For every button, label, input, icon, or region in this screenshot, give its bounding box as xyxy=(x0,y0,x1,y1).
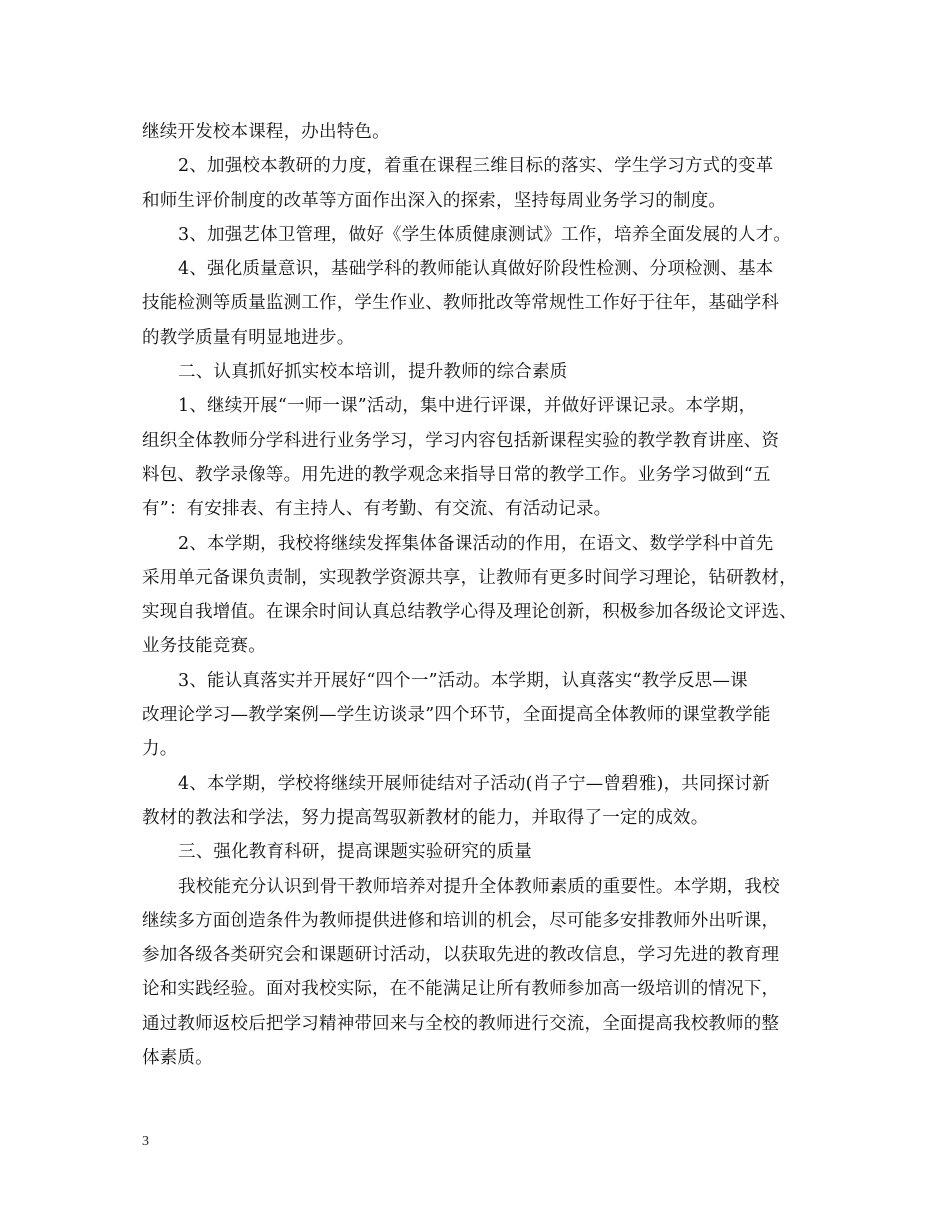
text-line: 采用单元备课负责制，实现教学资源共享，让教师有更多时间学习理论，钻研教材， xyxy=(142,567,797,588)
text-line: 2、本学期，我校将继续发挥集体备课活动的作用，在语文、数学学科中首先 xyxy=(178,533,774,554)
text-line: 4、本学期，学校将继续开展师徒结对子活动(肖子宁—曾碧雅)，共同探讨新 xyxy=(178,773,770,794)
text-line: 三、强化教育科研，提高课题实验研究的质量 xyxy=(178,842,532,863)
text-line: 3、加强艺体卫管理，做好《学生体质健康测试》工作，培养全面发展的人才。 xyxy=(178,224,792,245)
text-line: 参加各级各类研究会和课题研讨活动，以获取先进的教改信息，学习先进的教育理 xyxy=(142,945,780,966)
text-line: 继续多方面创造条件为教师提供进修和培训的机会，尽可能多安排教师外出听课， xyxy=(142,910,780,931)
text-line: 我校能充分认识到骨干教师培养对提升全体教师素质的重要性。本学期，我校 xyxy=(178,876,780,897)
text-line: 论和实践经验。面对我校实际，在不能满足让所有教师参加高一级培训的情况下， xyxy=(142,979,780,1000)
text-line: 有”：有安排表、有主持人、有考勤、有交流、有活动记录。 xyxy=(142,499,612,520)
text-line: 改理论学习—教学案例—学生访谈录”四个环节，全面提高全体教师的课堂教学能 xyxy=(142,705,771,726)
text-line: 通过教师返校后把学习精神带回来与全校的教师进行交流，全面提高我校教师的整 xyxy=(142,1013,780,1034)
text-line: 实现自我增值。在课余时间认真总结教学心得及理论创新，积极参加各级论文评选、 xyxy=(142,602,797,623)
text-line: 料包、教学录像等。用先进的教学观念来指导日常的教学工作。业务学习做到“五 xyxy=(142,464,771,485)
text-line: 业务技能竞赛。 xyxy=(142,636,266,657)
text-line: 3、能认真落实并开展好“四个一”活动。本学期，认真落实“教学反思—课 xyxy=(178,670,748,691)
text-line: 技能检测等质量监测工作，学生作业、教师批改等常规性工作好于往年，基础学科 xyxy=(142,293,780,314)
text-line: 的教学质量有明显地进步。 xyxy=(142,327,355,348)
text-line: 体素质。 xyxy=(142,1048,213,1069)
page-number: 3 xyxy=(142,1134,149,1149)
text-line: 组织全体教师分学科进行业务学习，学习内容包括新课程实验的教学教育讲座、资 xyxy=(142,430,780,451)
text-line: 2、加强校本教研的力度，着重在课程三维目标的落实、学生学习方式的变革 xyxy=(178,156,774,177)
text-line: 教材的教法和学法，努力提高驾驭新教材的能力，并取得了一定的成效。 xyxy=(142,807,709,828)
text-line: 4、强化质量意识，基础学科的教师能认真做好阶段性检测、分项检测、基本 xyxy=(178,259,774,280)
text-line: 继续开发校本课程，办出特色。 xyxy=(142,122,390,142)
document-body xyxy=(142,115,814,1075)
text-line: 1、继续开展“一师一课”活动，集中进行评课，并做好评课记录。本学期， xyxy=(178,396,757,417)
text-line: 和师生评价制度的改革等方面作出深入的探索，坚持每周业务学习的制度。 xyxy=(142,190,727,211)
text-line: 力。 xyxy=(142,739,178,760)
text-line: 二、认真抓好抓实校本培训，提升教师的综合素质 xyxy=(178,362,568,383)
